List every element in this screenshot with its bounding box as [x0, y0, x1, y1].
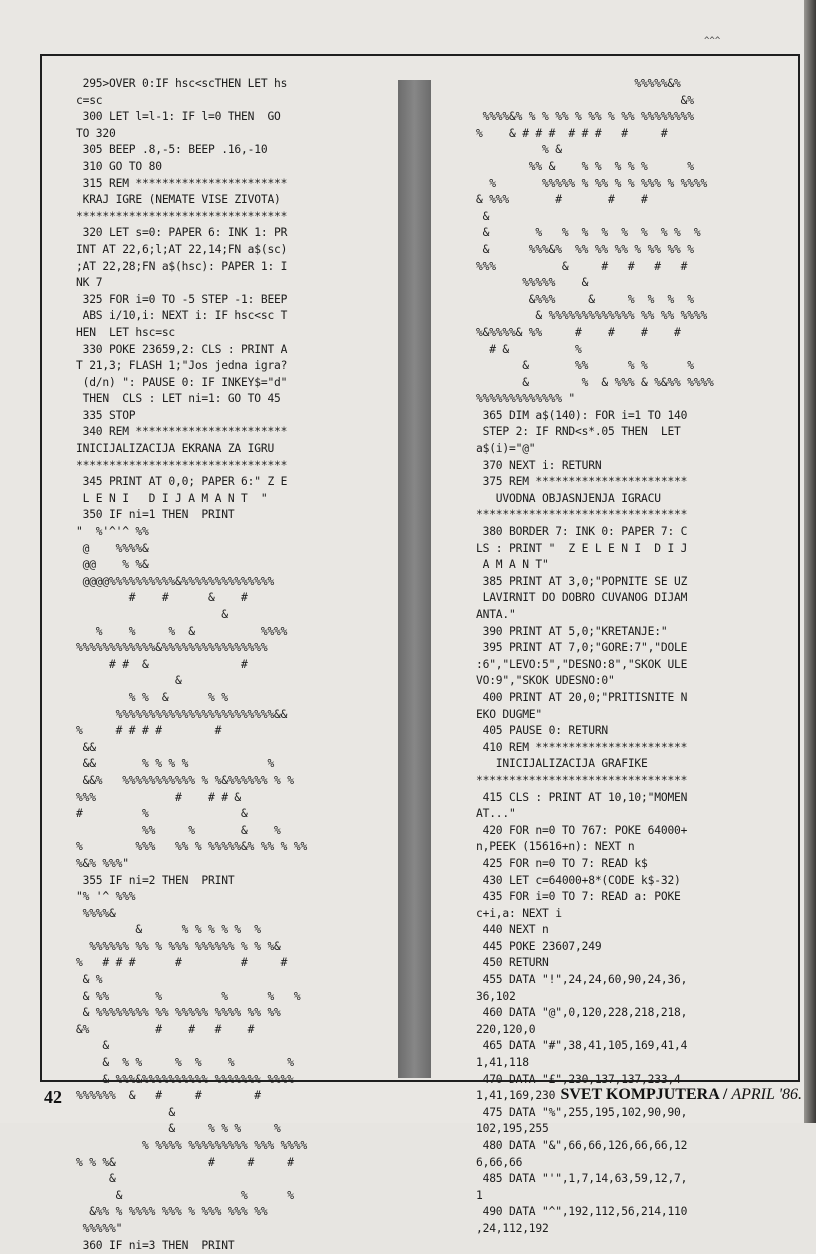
code-line: # % & — [76, 807, 248, 821]
code-line: 320 LET s=0: PAPER 6: INK 1: PR — [76, 226, 288, 240]
code-line: % % % & %%%% — [76, 624, 288, 638]
code-line: 470 DATA "£",230,137,137,233,4 — [476, 1072, 681, 1086]
code-line: ******************************** — [476, 508, 688, 522]
code-line: %%% & # # # # — [476, 259, 688, 273]
listing-right-column — [476, 76, 766, 1238]
code-line: TO 320 — [76, 126, 116, 140]
code-line: & — [476, 209, 490, 223]
footer-issue: APRIL '86. — [731, 1086, 802, 1103]
code-line: & % — [76, 973, 103, 987]
code-line: %%%%% & — [476, 276, 589, 290]
listing-left-column — [76, 76, 376, 1254]
code-line: %% % & % — [76, 823, 281, 837]
code-line: @ %%%%& — [76, 541, 149, 555]
code-line: @@ % %& — [76, 558, 149, 572]
code-line: & — [76, 674, 182, 688]
code-line: ANTA." — [476, 608, 516, 621]
code-line: &%% % %%%% %%% % %%% %%% %% — [76, 1205, 268, 1219]
code-line: & % % % % — [76, 1122, 281, 1136]
code-line: 335 STOP — [76, 408, 136, 422]
code-line: % %%% %% % %%%%%&% %% % %% — [76, 840, 308, 854]
code-line: VO:9","SKOK UDESNO:0" — [476, 674, 615, 688]
code-line: % # # # # # — [76, 724, 222, 738]
code-line: & — [76, 1172, 116, 1186]
code-line: %%% # # # & — [76, 790, 242, 804]
code-line: 425 FOR n=0 TO 7: READ k$ — [476, 856, 648, 870]
code-line: LS : PRINT " Z E L E N I D I J — [476, 541, 688, 555]
center-gray-band — [398, 80, 431, 1078]
code-line: && — [76, 740, 96, 754]
code-line: A M A N T" — [476, 558, 549, 572]
code-line: %% & % % % % % % — [476, 159, 694, 173]
code-line: %&% %%%" — [76, 856, 129, 870]
page-number: 42 — [44, 1087, 62, 1107]
code-line: 102,195,255 — [476, 1122, 549, 1136]
code-line: &% — [476, 93, 694, 107]
code-line: 410 REM *********************** — [476, 740, 688, 754]
code-line: 380 BORDER 7: INK 0: PAPER 7: C — [476, 525, 688, 539]
code-line: % % & % % — [76, 690, 228, 704]
code-line: ******************************** — [76, 209, 288, 223]
code-line: 490 DATA "^",192,112,56,214,110 — [476, 1205, 688, 1219]
code-line: & % & %%% & %&%% %%%% — [476, 375, 714, 389]
code-line: & %%%&% %% %% %% % %% %% % — [476, 242, 694, 256]
code-line: c+i,a: NEXT i — [476, 906, 562, 920]
code-line: 350 IF ni=1 THEN PRINT — [76, 508, 235, 522]
code-line: AT..." — [476, 807, 516, 821]
footer-credit — [560, 1086, 802, 1104]
code-line: STEP 2: IF RND<s*.05 THEN LET — [476, 425, 681, 439]
code-line: 480 DATA "&",66,66,126,66,66,12 — [476, 1139, 688, 1152]
code-line: INICIJALIZACIJA EKRANA ZA IGRU — [76, 442, 275, 456]
code-line: 420 FOR n=0 TO 767: POKE 64000+ — [476, 823, 688, 837]
code-line: 340 REM *********************** — [76, 425, 288, 439]
code-line: 465 DATA "#",38,41,105,169,41,4 — [476, 1039, 688, 1053]
code-line: n,PEEK (15616+n): NEXT n — [476, 840, 635, 854]
code-line: "% '^ %%% — [76, 890, 136, 904]
code-line: 405 PAUSE 0: RETURN — [476, 724, 609, 738]
code-line: 485 DATA "'",1,7,14,63,59,12,7, — [476, 1172, 688, 1186]
code-line: " %'^'^ %% — [76, 525, 149, 539]
code-line: :6","LEVO:5","DESNO:8","SKOK ULE — [476, 657, 688, 671]
code-line: 355 IF ni=2 THEN PRINT — [76, 873, 235, 887]
code-line: %%%%%%%%%%%%% " — [476, 392, 576, 406]
code-line: 220,120,0 — [476, 1022, 536, 1036]
code-line: 385 PRINT AT 3,0;"POPNITE SE UZ — [476, 574, 688, 588]
code-line: 325 FOR i=0 TO -5 STEP -1: BEEP — [76, 292, 288, 306]
code-line: EKO DUGME" — [476, 707, 543, 721]
code-line: 1,41,169,230 — [476, 1089, 556, 1103]
code-line: % %%%%% % %% % % %%% % %%%% — [476, 176, 708, 190]
code-line: &%%% & % % % % — [476, 292, 694, 306]
code-line: INT AT 22,6;l;AT 22,14;FN a$(sc) — [76, 242, 288, 256]
code-line: 360 IF ni=3 THEN PRINT — [76, 1238, 235, 1252]
code-line: &&% %%%%%%%%%%% % %&%%%%%% % % — [76, 773, 294, 787]
code-line: 315 REM *********************** — [76, 176, 288, 190]
code-line: %%%%%%%%%%%%%%%%%%%%%%%%&& — [76, 707, 288, 721]
footer-title: SVET KOMPJUTERA / — [560, 1086, 728, 1103]
code-line: (d/n) ": PAUSE 0: IF INKEY$="d" — [76, 375, 288, 389]
code-line: ,24,112,192 — [476, 1221, 549, 1235]
code-line: & %% % % % — [476, 359, 694, 373]
code-line: %&%%%%& %% # # # # — [476, 325, 681, 339]
code-line: LAVIRNIT DO DOBRO CUVANOG DIJAM — [476, 591, 688, 605]
code-line: 430 LET c=64000+8*(CODE k$-32) — [476, 873, 681, 887]
code-line: a$(i)="@" — [476, 442, 536, 456]
header-mark: ^^^ — [704, 36, 721, 46]
code-line: 330 POKE 23659,2: CLS : PRINT A — [76, 342, 288, 356]
code-line: & %%%%%%%%%%%%% %% %% %%%% — [476, 309, 708, 323]
code-line: % % %& # # # — [76, 1155, 294, 1169]
code-line: 1,41,118 — [476, 1056, 529, 1070]
code-line: %%%%%% & # # # — [76, 1089, 261, 1103]
code-line: 445 POKE 23607,249 — [476, 939, 602, 953]
code-line: c=sc — [76, 93, 103, 107]
code-line: ******************************** — [476, 773, 688, 787]
code-line: %%%%& — [76, 906, 116, 920]
code-line: % # # # # # # — [76, 956, 288, 970]
code-line: # # & # — [76, 591, 248, 605]
code-line: 390 PRINT AT 5,0;"KRETANJE:" — [476, 624, 668, 638]
code-line: & %%%&%%%%%%%%%% %%%%%%% %%%% — [76, 1072, 294, 1086]
code-line: @@@@%%%%%%%%%%&%%%%%%%%%%%%%% — [76, 574, 275, 588]
code-line: 415 CLS : PRINT AT 10,10;"MOMEN — [476, 790, 688, 804]
code-line: %%%%&% % % %% % %% % %% %%%%%%%% — [476, 110, 694, 124]
code-line: UVODNA OBJASNJENJA IGRACU — [476, 491, 661, 505]
code-line: %%%%%" — [76, 1221, 123, 1235]
code-line: 295>OVER 0:IF hsc<scTHEN LET hs — [76, 77, 288, 90]
code-line: 1 — [476, 1188, 483, 1202]
code-line: 6,66,66 — [476, 1155, 523, 1169]
code-line: 440 NEXT n — [476, 923, 549, 937]
code-line: 460 DATA "@",0,120,228,218,218, — [476, 1006, 688, 1020]
code-line: & — [76, 608, 228, 621]
code-line: &% # # # # — [76, 1022, 255, 1036]
code-line: 310 GO TO 80 — [76, 159, 162, 173]
code-line: 370 NEXT i: RETURN — [476, 458, 602, 472]
code-line: ;AT 22,28;FN a$(hsc): PAPER 1: I — [76, 259, 288, 273]
code-line: T 21,3; FLASH 1;"Jos jedna igra? — [76, 359, 288, 373]
code-line: & % % % % % % % % % — [476, 226, 701, 240]
page-spine — [804, 0, 816, 1123]
code-line: KRAJ IGRE (NEMATE VISE ZIVOTA) — [76, 193, 281, 207]
code-line: %%%%%&% — [476, 77, 681, 90]
code-line: L E N I D I J A M A N T " — [76, 491, 268, 505]
code-line: & %% % % % % — [76, 989, 301, 1003]
code-line: & %%% # # # — [476, 193, 648, 207]
code-line: 300 LET l=l-1: IF l=0 THEN GO — [76, 110, 281, 124]
code-line: && % % % % % — [76, 757, 275, 771]
code-line: & % % % % % % — [76, 1056, 294, 1070]
code-line: # & % — [476, 342, 582, 356]
code-line: % %%%% %%%%%%%%% %%% %%%% — [76, 1139, 308, 1152]
code-line: 455 DATA "!",24,24,60,90,24,36, — [476, 973, 688, 987]
code-line: %%%%%% %% % %%% %%%%%% % % %& — [76, 939, 281, 953]
code-line: 345 PRINT AT 0,0; PAPER 6:" Z E — [76, 475, 288, 489]
code-line: 375 REM *********************** — [476, 475, 688, 489]
code-line: % & # # # # # # # # — [476, 126, 668, 140]
code-line: & % % % % % % — [76, 923, 261, 937]
code-line: 36,102 — [476, 989, 516, 1003]
code-line: 365 DIM a$(140): FOR i=1 TO 140 — [476, 408, 688, 422]
code-line: %%%%%%%%%%%%&%%%%%%%%%%%%%%%% — [76, 641, 268, 655]
code-line: THEN CLS : LET ni=1: GO TO 45 — [76, 392, 281, 406]
code-line: 400 PRINT AT 20,0;"PRITISNITE N — [476, 690, 688, 704]
code-line: 305 BEEP .8,-5: BEEP .16,-10 — [76, 143, 268, 157]
code-line: HEN LET hsc=sc — [76, 325, 176, 339]
code-line: INICIJALIZACIJA GRAFIKE — [476, 757, 648, 771]
code-line: & — [76, 1039, 110, 1053]
code-line: 450 RETURN — [476, 956, 549, 970]
code-line: # # & # — [76, 657, 248, 671]
code-line: & %%%%%%%% %% %%%%% %%%% %% %% — [76, 1006, 281, 1020]
code-line: % & — [476, 143, 562, 157]
code-line: ******************************** — [76, 458, 288, 472]
code-line: & % % — [76, 1188, 294, 1202]
code-line: NK 7 — [76, 276, 103, 290]
code-line: 395 PRINT AT 7,0;"GORE:7","DOLE — [476, 641, 688, 655]
code-line: & — [76, 1105, 176, 1119]
code-line: 435 FOR i=0 TO 7: READ a: POKE — [476, 890, 681, 904]
code-line: ABS i/10,i: NEXT i: IF hsc<sc T — [76, 309, 288, 323]
code-line: 475 DATA "%",255,195,102,90,90, — [476, 1105, 688, 1119]
